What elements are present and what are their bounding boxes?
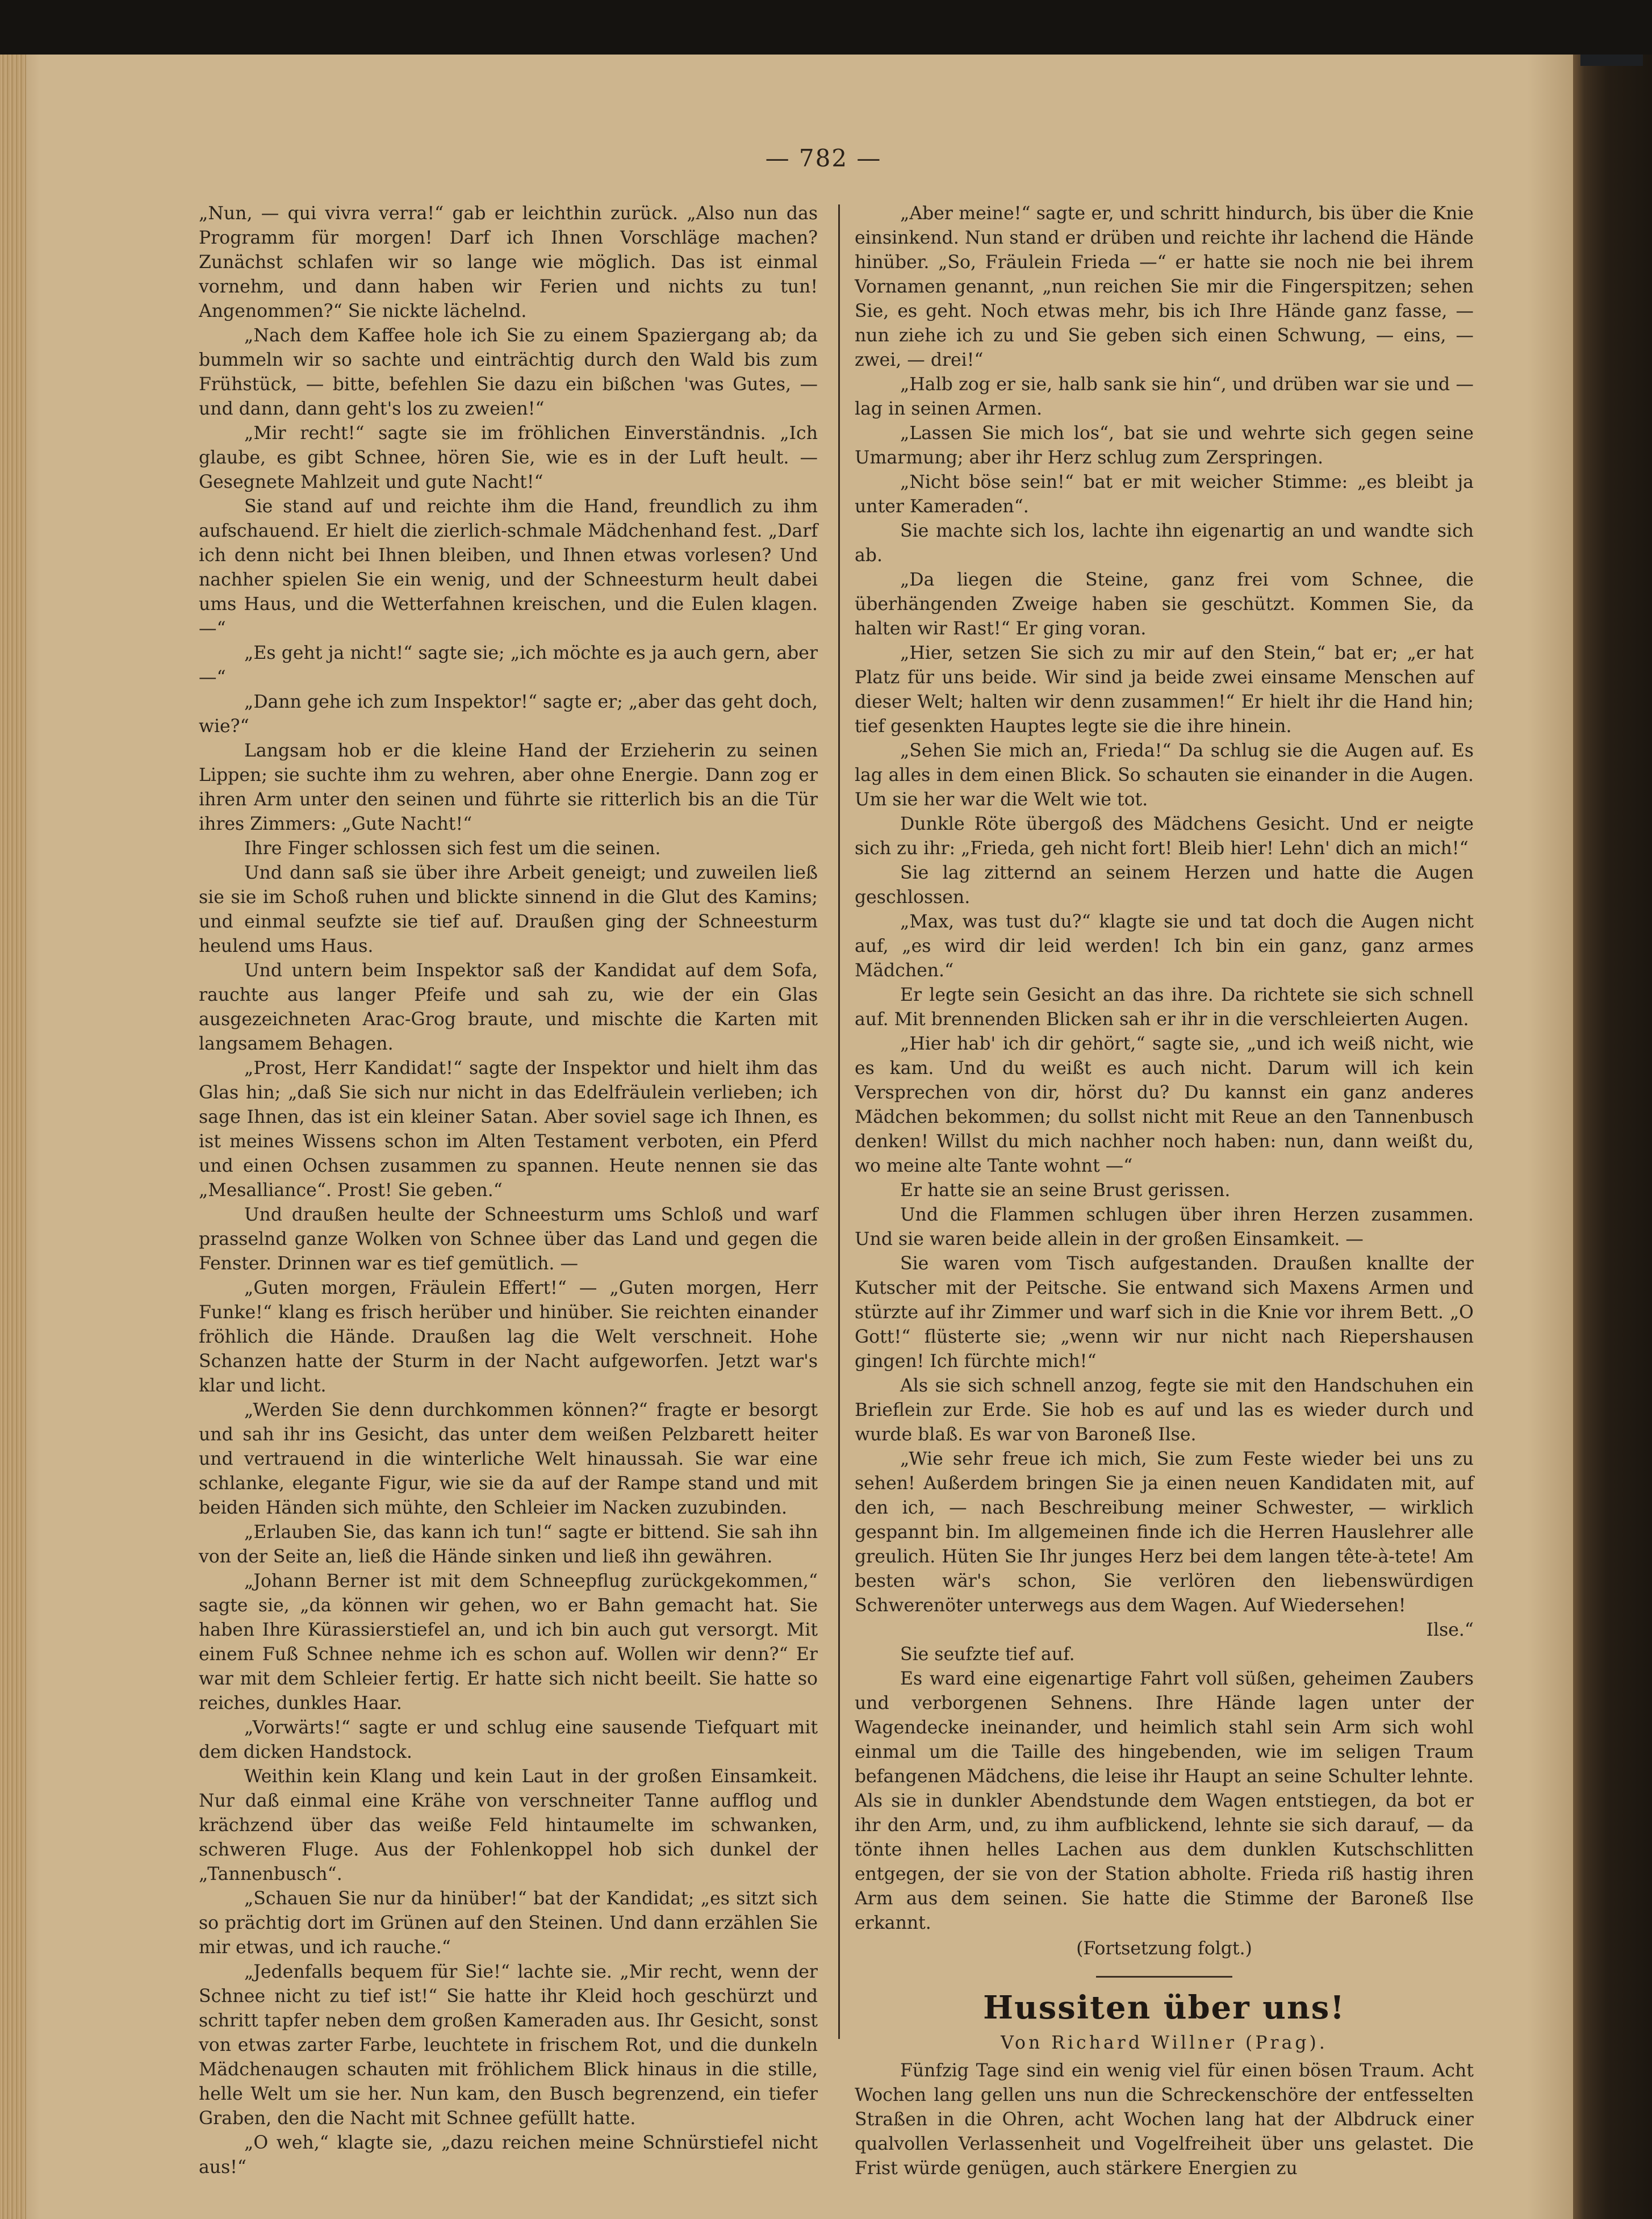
scan-background-top (0, 0, 1652, 55)
section-divider (1096, 1976, 1232, 1978)
paragraph: „Dann gehe ich zum Inspektor!“ sagte er; „aber das geht doch, wie?“ (199, 692, 818, 737)
paragraph: Sie lag zitternd an seinem Herzen und hatte die Augen geschlossen. (855, 863, 1474, 908)
paragraph: „Sehen Sie mich an, Frieda!“ Da schlug sie die Augen auf. Es lag alles in dem einen Blick. So schauten sie einander in die Augen. Um sie her war die Welt wie tot. (855, 741, 1474, 810)
page-number: — 782 — (765, 144, 882, 172)
paragraph: „Werden Sie denn durchkommen können?“ fragte er besorgt und sah ihr ins Gesicht, das unter dem weißen Pelzbarett heiter und vertrauend in die winterliche Welt hinaussah. Sie war eine schlanke, elegante Figur, wie sie da auf der Rampe stand und mit beiden Händen sich mühte, den Schleier im Nacken zuzubinden. (199, 1400, 818, 1518)
paragraph: Und dann saß sie über ihre Arbeit geneigt; und zuweilen ließ sie sie im Schoß ruhen und blickte sinnend in die Glut des Kamins; und einmal seufzte sie tief auf. Draußen ging der Schneesturm heulend ums Haus. (199, 863, 818, 956)
paragraph: Sie seufzte tief auf. (900, 1644, 1075, 1665)
paragraph: Langsam hob er die kleine Hand der Erzieherin zu seinen Lippen; sie suchte ihm zu wehren, aber ohne Energie. Dann zog er ihren Arm unter den seinen und führte sie ritterlich bis an die Tür ihres Zimmers: „Gute Nacht!“ (199, 741, 818, 834)
letter-signature: Ilse.“ (1426, 1620, 1474, 1640)
paragraph: „Jedenfalls bequem für Sie!“ lachte sie. „Mir recht, wenn der Schnee nicht zu tief ist!“ Sie hatte ihr Kleid hoch geschürzt und schritt tapfer neben dem großen Kameraden aus. Ihr Gesicht, sonst von etwas zarter Farbe, leuchtete in frischem Rot, und die dunkeln Mädchenaugen schauten mit fröhlichem Blick hinaus in die stille, helle Welt um sie her. Nun kam, den Busch begrenzend, ein tiefer Graben, den die Nacht mit Schnee gefüllt hatte. (199, 1962, 818, 2129)
column-divider (838, 204, 840, 2039)
paragraph: „Max, was tust du?“ klagte sie und tat doch die Augen nicht auf, „es wird dir leid werden! Ich bin ein ganz, ganz armes Mädchen.“ (855, 912, 1474, 981)
paragraph: „Es geht ja nicht!“ sagte sie; „ich möchte es ja auch gern, aber —“ (199, 643, 818, 688)
paragraph: „Nun, — qui vivra verra!“ gab er leichthin zurück. „Also nun das Programm für morgen! Darf ich Ihnen Vorschläge machen? Zunächst schlafen wir so lange wie möglich. Das ist einmal vornehm, und dann haben wir Ferien und nichts zu tun! Angenommen?“ Sie nickte lächelnd. (199, 203, 818, 321)
paragraph: „Nicht böse sein!“ bat er mit weicher Stimme: „es bleibt ja unter Kameraden“. (855, 472, 1474, 517)
left-column (199, 202, 818, 2180)
continuation-note: (Fortsetzung folgt.) (1076, 1938, 1252, 1959)
paragraph: Es ward eine eigenartige Fahrt voll süßen, geheimen Zaubers und verborgenen Sehnens. Ihre Hände lagen unter der Wagendecke ineinander, und heimlich stahl sein Arm sich wohl einmal um die Taille des hingebenden, wie im seligen Traum befangenen Mädchens, die leise ihr Haupt an seine Schulter lehnte. Als sie in dunkler Abendstunde dem Wagen entstiegen, da bot er ihr den Arm, und, zu ihm aufblickend, lehnte sie sich darauf, — da tönte ihnen helles Lachen aus dem dunklen Kutschschlitten entgegen, der sie von der Station abholte. Frieda riß hastig ihren Arm aus dem seinen. Sie hatte die Stimme der Baroneß Ilse erkannt. (855, 1669, 1474, 1933)
paragraph: „Vorwärts!“ sagte er und schlug eine sausende Tiefquart mit dem dicken Handstock. (199, 1717, 818, 1762)
paragraph: „Johann Berner ist mit dem Schneepflug zurückgekommen,“ sagte sie, „da können wir gehen, wo er Bahn gemacht hat. Sie haben Ihre Kürassierstiefel an, und ich bin auch gut versorgt. Mit einem Fuß Schnee nehme ich es schon auf. Wollen wir denn?“ Er war mit dem Schleier fertig. Er hatte sich nicht beeilt. Sie hatte so reiches, dunkles Haar. (199, 1571, 818, 1714)
paragraph: Er legte sein Gesicht an das ihre. Da richtete sie sich schnell auf. Mit brennenden Blicken sah er ihr in die verschleierten Augen. (855, 985, 1474, 1030)
page-edge-left (0, 55, 26, 2219)
right-column (855, 202, 1474, 2181)
article-byline: Von Richard Willner (Prag). (1001, 2033, 1328, 2053)
paragraph: „Erlauben Sie, das kann ich tun!“ sagte er bittend. Sie sah ihn von der Seite an, ließ die Hände sinken und ließ ihn gewähren. (199, 1522, 818, 1567)
book-binding (1573, 55, 1652, 2219)
paragraph: „Wie sehr freue ich mich, Sie zum Feste wieder bei uns zu sehen! Außerdem bringen Sie ja einen neuen Kandidaten mit, auf den ich, — nach Beschreibung meiner Schwester, — wirklich gespannt bin. Im allgemeinen finde ich die Herren Hauslehrer alle greulich. Hüten Sie Ihr junges Herz bei dem langen tête-à-tete! Am besten wär's schon, Sie verlören den liebenswürdigen Schwerenöter unterwegs aus dem Wagen. Auf Wiedersehen! (855, 1449, 1474, 1616)
paragraph: Ihre Finger schlossen sich fest um die seinen. (244, 838, 661, 859)
paragraph: Als sie sich schnell anzog, fegte sie mit den Handschuhen ein Brieflein zur Erde. Sie hob es auf und las es wieder durch und wurde blaß. Es war von Baroneß Ilse. (855, 1376, 1474, 1445)
paragraph: „Hier hab' ich dir gehört,“ sagte sie, „und ich weiß nicht, wie es kam. Und du weißt es auch nicht. Darum will ich kein Versprechen von dir, hörst du? Du kannst ein ganz anderes Mädchen bekommen; du sollst nicht mit Reue an den Tannenbusch denken! Willst du mich nachher noch haben: nun, dann weißt du, wo meine alte Tante wohnt —“ (855, 1034, 1474, 1176)
paragraph: Dunkle Röte übergoß des Mädchens Gesicht. Und er neigte sich zu ihr: „Frieda, geh nicht fort! Bleib hier! Lehn' dich an mich!“ (855, 814, 1474, 859)
binding-tab (1580, 55, 1643, 66)
article-paragraph: Fünfzig Tage sind ein wenig viel für einen bösen Traum. Acht Wochen lang gellen uns nun die Schreckenschöre der entfesselten Straßen in die Ohren, acht Wochen lang hat der Albdruck einer qualvollen Verlassenheit und Vogelfreiheit über uns gelastet. Die Frist würde genügen, auch stärkere Energien zu (855, 2061, 1474, 2179)
paragraph: Sie stand auf und reichte ihm die Hand, freundlich zu ihm aufschauend. Er hielt die zierlich-schmale Mädchenhand fest. „Darf ich denn nicht bei Ihnen bleiben, und Ihnen etwas vorlesen? Und nachher spielen Sie ein wenig, und der Schneesturm heult dabei ums Haus, und die Wetterfahnen kreischen, und die Eulen klagen. —“ (199, 496, 818, 639)
paragraph: „O weh,“ klagte sie, „dazu reichen meine Schnürstiefel nicht aus!“ (199, 2133, 818, 2178)
paragraph: „Nach dem Kaffee hole ich Sie zu einem Spaziergang ab; da bummeln wir so sachte und einträchtig durch den Wald bis zum Frühstück, — bitte, befehlen Sie dazu ein bißchen 'was Gutes, — und dann, dann geht's los zu zweien!“ (199, 325, 818, 419)
paragraph: „Halb zog er sie, halb sank sie hin“, und drüben war sie und — lag in seinen Armen. (855, 374, 1474, 419)
article-title: Hussiten über uns! (983, 1989, 1345, 2026)
paragraph: „Lassen Sie mich los“, bat sie und wehrte sich gegen seine Umarmung; aber ihr Herz schlug zum Zerspringen. (855, 423, 1474, 468)
paragraph: „Schauen Sie nur da hinüber!“ bat der Kandidat; „es sitzt sich so prächtig dort im Grünen auf den Steinen. Und dann erzählen Sie mir etwas, und ich rauche.“ (199, 1888, 818, 1958)
paragraph: Und die Flammen schlugen über ihren Herzen zusammen. Und sie waren beide allein in der großen Einsamkeit. — (855, 1205, 1474, 1250)
paragraph: Und untern beim Inspektor saß der Kandidat auf dem Sofa, rauchte aus langer Pfeife und sah zu, wie der ein Glas ausgezeichneten Arac-Grog braute, und mischte die Karten mit langsamem Behagen. (199, 960, 818, 1054)
paragraph: „Da liegen die Steine, ganz frei vom Schnee, die überhängenden Zweige haben sie geschützt. Kommen Sie, da halten wir Rast!“ Er ging voran. (855, 570, 1474, 639)
paragraph: „Prost, Herr Kandidat!“ sagte der Inspektor und hielt ihm das Glas hin; „daß Sie sich nur nicht in das Edelfräulein verlieben; ich sage Ihnen, das ist ein kleiner Satan. Aber soviel sage ich Ihnen, es ist meines Wissens schon im Alten Testament verboten, ein Pferd und einen Ochsen zusammen zu spannen. Heute nennen sie das „Mesalliance“. Prost! Sie geben.“ (199, 1058, 818, 1201)
paragraph: „Guten morgen, Fräulein Effert!“ — „Guten morgen, Herr Funke!“ klang es frisch herüber und hinüber. Sie reichten einander fröhlich die Hände. Draußen lag die Welt verschneit. Hohe Schanzen hatte der Sturm in der Nacht aufgeworfen. Jetzt war's klar und licht. (199, 1278, 818, 1396)
paragraph: Er hatte sie an seine Brust gerissen. (900, 1180, 1231, 1201)
paragraph: Und draußen heulte der Schneesturm ums Schloß und warf prasselnd ganze Wolken von Schnee über das Land und gegen die Fenster. Drinnen war es tief gemütlich. — (199, 1205, 818, 1274)
paragraph: „Hier, setzen Sie sich zu mir auf den Stein,“ bat er; „er hat Platz für uns beide. Wir sind ja beide zwei einsame Menschen auf dieser Welt; halten wir denn zusammen!“ Er hielt ihr die Hand hin; tief gesenkten Hauptes legte sie die ihre hinein. (855, 643, 1474, 737)
paragraph: Weithin kein Klang und kein Laut in der großen Einsamkeit. Nur daß einmal eine Krähe von verschneiter Tanne aufflog und krächzend über das weiße Feld hintaumelte im schwanken, schweren Fluge. Aus der Fohlenkoppel hob sich dunkel der „Tannenbusch“. (199, 1766, 818, 1884)
paragraph: „Mir recht!“ sagte sie im fröhlichen Einverständnis. „Ich glaube, es gibt Schnee, hören Sie, wie es in der Luft heult. — Gesegnete Mahlzeit und gute Nacht!“ (199, 423, 818, 492)
paragraph: „Aber meine!“ sagte er, und schritt hindurch, bis über die Knie einsinkend. Nun stand er drüben und reichte ihr lachend die Hände hinüber. „So, Fräulein Frieda —“ er hatte sie noch nie bei ihrem Vornamen genannt, „nun reichen Sie mir die Fingerspitzen; sehen Sie, es geht. Noch etwas mehr, bis ich Ihre Hände ganz fasse, — nun ziehe ich zu und Sie geben sich einen Schwung, — eins, — zwei, — drei!“ (855, 203, 1474, 370)
paragraph: Sie waren vom Tisch aufgestanden. Draußen knallte der Kutscher mit der Peitsche. Sie entwand sich Maxens Armen und stürzte auf ihr Zimmer und warf sich in die Knie vor ihrem Bett. „O Gott!“ flüsterte sie; „wenn wir nur nicht nach Riepershausen gingen! Ich fürchte mich!“ (855, 1253, 1474, 1372)
paragraph: Sie machte sich los, lachte ihn eigenartig an und wandte sich ab. (855, 521, 1474, 566)
